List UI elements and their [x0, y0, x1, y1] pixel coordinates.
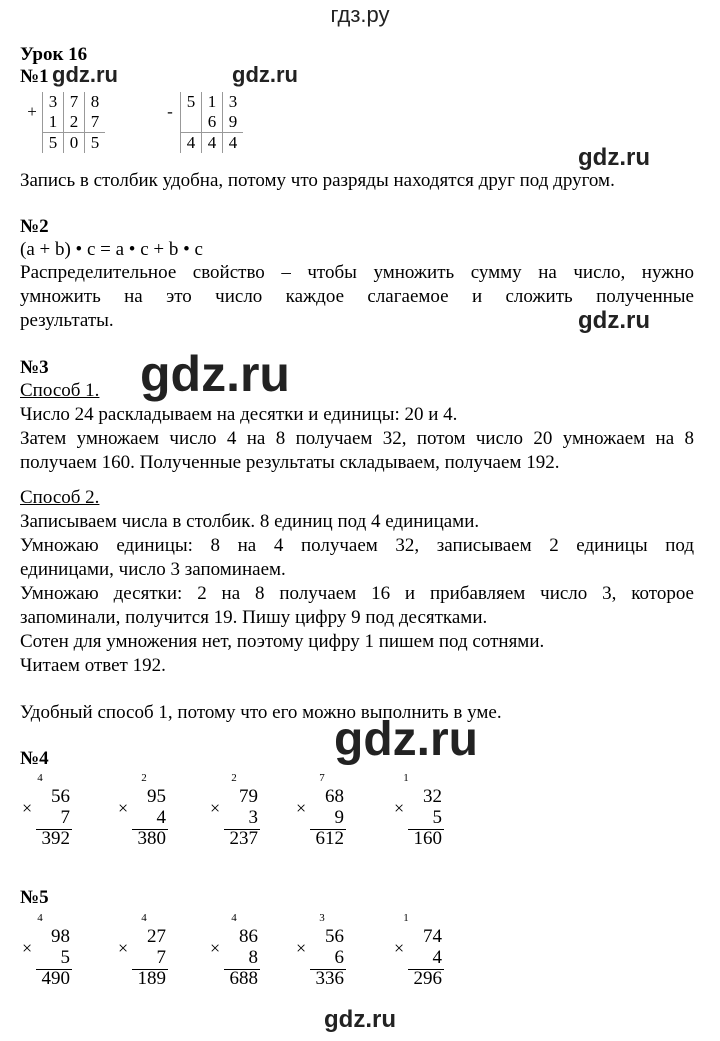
multiplication-example	[394, 772, 454, 850]
watermark: gdz.ru	[140, 346, 290, 402]
carry-digit: 4	[231, 912, 237, 924]
multiplication-example	[296, 912, 356, 990]
grid-cell: 2	[64, 112, 85, 133]
multiplier: 4	[156, 807, 166, 828]
grid-cell: 7	[64, 92, 85, 112]
multiply-sign: ×	[118, 938, 129, 958]
method2-line: Читаем ответ 192.	[20, 655, 166, 676]
method1-line: Число 24 раскладываем на десятки и единицы: 20 и 4.	[20, 404, 458, 425]
multiplicand: 56	[51, 786, 70, 807]
lesson-title: Урок 16	[20, 44, 88, 65]
grid-cell: 6	[202, 112, 223, 133]
multiplier: 5	[60, 947, 70, 968]
method2-line: единицами, число 3 запоминаем.	[20, 559, 286, 580]
grid-cell: 7	[85, 112, 106, 133]
product: 490	[41, 968, 70, 989]
method2-line: Сотен для умножения нет, поэтому цифру 1 пишем под сотнями.	[20, 631, 545, 652]
product: 296	[413, 968, 442, 989]
grid-cell: 3	[48, 92, 58, 111]
plus-sign: +	[22, 92, 43, 133]
task3-number: №3	[20, 357, 49, 378]
watermark: gdz.ru	[334, 713, 478, 766]
grid-cell: 1	[202, 92, 223, 112]
multiplicand: 86	[239, 926, 258, 947]
multiplicand: 95	[147, 786, 166, 807]
carry-digit: 1	[403, 772, 409, 784]
task4-number: №4	[20, 748, 49, 769]
grid-cell: 4	[202, 133, 223, 154]
product: 336	[315, 968, 344, 989]
multiplication-example	[210, 912, 270, 990]
multiply-sign: ×	[210, 938, 221, 958]
multiplier: 7	[60, 807, 70, 828]
product: 688	[229, 968, 258, 989]
task3-conclusion: Удобный способ 1, потому что его можно выполнить в уме.	[20, 702, 502, 723]
task2-line: умножить на это число каждое слагаемое и сложить полученные	[20, 286, 694, 307]
multiplicand: 27	[147, 926, 166, 947]
grid-cell: 0	[64, 133, 85, 154]
multiplier: 7	[156, 947, 166, 968]
carry-digit: 4	[37, 912, 43, 924]
method2-line: Умножаю единицы: 8 на 4 получаем 32, записываем 2 единицы под	[20, 535, 694, 556]
watermark: gdz.ru	[324, 1006, 396, 1033]
watermark: gdz.ru	[578, 144, 650, 171]
multiplication-example	[22, 912, 82, 990]
multiply-sign: ×	[296, 798, 307, 818]
task2-line: Распределительное свойство – чтобы умножить сумму на число, нужно	[20, 262, 694, 283]
carry-digit: 4	[141, 912, 147, 924]
grid-cell: 9	[223, 112, 244, 133]
multiplicand: 79	[239, 786, 258, 807]
task2-formula: (a + b) • c = a • c + b • c	[20, 239, 203, 260]
task1-number: №1	[20, 66, 49, 87]
minus-sign: -	[160, 92, 181, 133]
grid-cell: 3	[223, 92, 244, 112]
multiply-sign: ×	[210, 798, 221, 818]
method1-line: Затем умножаем число 4 на 8 получаем 32, потом число 20 умножаем на 8	[20, 428, 694, 449]
grid-cell: 4	[223, 133, 244, 154]
multiplier: 5	[432, 807, 442, 828]
addition-grid	[22, 92, 105, 153]
task5-number: №5	[20, 887, 49, 908]
multiplication-example	[118, 772, 178, 850]
multiply-sign: ×	[118, 798, 129, 818]
multiply-sign: ×	[394, 798, 405, 818]
multiplication-example	[22, 772, 82, 850]
grid-cell: 1	[43, 112, 64, 133]
carry-digit: 1	[403, 912, 409, 924]
carry-digit: 2	[231, 772, 237, 784]
multiplier: 3	[248, 807, 258, 828]
grid-cell: 5	[48, 133, 58, 152]
multiplicand: 68	[325, 786, 344, 807]
watermark: gdz.ru	[52, 62, 118, 87]
method2-line: Умножаю десятки: 2 на 8 получаем 16 и прибавляем число 3, которое	[20, 583, 694, 604]
site-header: гдз.ру	[330, 2, 390, 27]
product: 189	[137, 968, 166, 989]
grid-cell: 4	[186, 133, 196, 152]
product: 380	[137, 828, 166, 849]
method1-line: получаем 160. Полученные результаты складываем, получаем 192.	[20, 452, 560, 473]
multiplication-example	[210, 772, 270, 850]
task1-text: Запись в столбик удобна, потому что разряды находятся друг под другом.	[20, 170, 615, 191]
method2-line: Записываем числа в столбик. 8 единиц под 4 единицами.	[20, 511, 480, 532]
product: 392	[41, 828, 70, 849]
carry-digit: 7	[319, 772, 325, 784]
multiply-sign: ×	[22, 938, 33, 958]
multiplicand: 98	[51, 926, 70, 947]
multiplicand: 74	[423, 926, 442, 947]
watermark: gdz.ru	[578, 307, 650, 334]
multiply-sign: ×	[394, 938, 405, 958]
multiply-sign: ×	[296, 938, 307, 958]
product: 160	[413, 828, 442, 849]
multiplication-example	[296, 772, 356, 850]
subtraction-grid	[160, 92, 243, 153]
multiplier: 4	[432, 947, 442, 968]
multiplier: 9	[334, 807, 344, 828]
task2-line: результаты.	[20, 310, 114, 331]
carry-digit: 3	[319, 912, 325, 924]
product: 237	[229, 828, 258, 849]
task2-number: №2	[20, 216, 49, 237]
grid-cell: 8	[85, 92, 106, 112]
multiplicand: 56	[325, 926, 344, 947]
multiplier: 6	[334, 947, 344, 968]
grid-cell	[181, 112, 202, 133]
method2-label: Способ 2.	[20, 487, 100, 508]
carry-digit: 2	[141, 772, 147, 784]
carry-digit: 4	[37, 772, 43, 784]
method1-label: Способ 1.	[20, 380, 100, 401]
grid-cell: 5	[85, 133, 106, 154]
multiplicand: 32	[423, 786, 442, 807]
multiplication-example	[394, 912, 454, 990]
method2-line: запоминали, получится 19. Пишу цифру 9 под десятками.	[20, 607, 488, 628]
watermark: gdz.ru	[232, 62, 298, 87]
multiplier: 8	[248, 947, 258, 968]
grid-cell: 5	[186, 92, 196, 111]
multiply-sign: ×	[22, 798, 33, 818]
product: 612	[315, 828, 344, 849]
multiplication-example	[118, 912, 178, 990]
